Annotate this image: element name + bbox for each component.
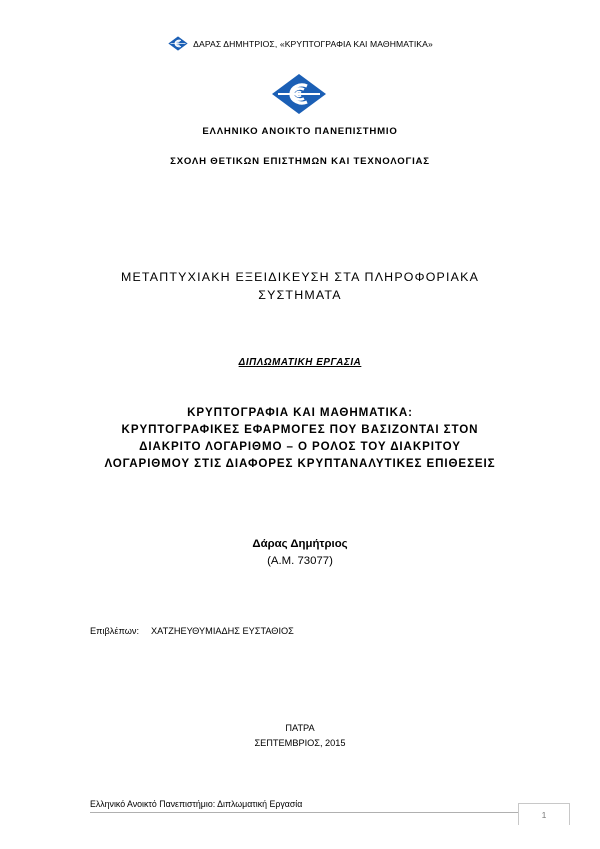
eap-logo-icon <box>271 73 327 115</box>
registration-number: (Α.Μ. 73077) <box>267 555 333 567</box>
supervisor-label: Επιβλέπων: <box>90 626 140 636</box>
thesis-title <box>0 404 600 472</box>
page-number-box <box>518 803 570 825</box>
program-line: ΣΥΣΤΗΜΑΤΑ <box>258 288 342 302</box>
program-line: ΜΕΤΑΠΤΥΧΙΑΚΗ ΕΞΕΙΔΙΚΕΥΣΗ ΣΤΑ ΠΛΗΡΟΦΟΡΙΑΚΑ <box>120 270 480 284</box>
page-number: 1 <box>541 809 547 820</box>
thesis-title-line: ΛΟΓΑΡΙΘΜΟΥ ΣΤΙΣ ΔΙΑΦΟΡΕΣ ΚΡΥΠΤΑΝΑΛΥΤΙΚΕΣ ΕΠΙΘΕΣΕΙΣ <box>104 457 496 470</box>
footer-divider <box>90 812 518 813</box>
thesis-type: ΔΙΠΛΩΜΑΤΙΚΗ ΕΡΓΑΣΙΑ <box>238 357 362 368</box>
thesis-title-line: ΚΡΥΠΤΟΓΡΑΦΙΚΕΣ ΕΦΑΡΜΟΓΕΣ ΠΟΥ ΒΑΣΙΖΟΝΤΑΙ ΣΤΟΝ <box>121 423 479 436</box>
running-title: ΔΑΡΑΣ ΔΗΜΗΤΡΙΟΣ, «ΚΡΥΠΤΟΓΡΑΦΙΑ ΚΑΙ ΜΑΘΗΜΑΤΙΚΑ» <box>193 38 433 49</box>
running-header <box>0 36 600 51</box>
supervisor <box>90 626 294 636</box>
supervisor-name: ΧΑΤΖΗΕΥΘΥΜΙΑΔΗΣ ΕΥΣΤΑΘΙΟΣ <box>151 626 294 636</box>
footer-text: Ελληνικό Ανοικτό Πανεπιστήμιο: Διπλωματική Εργασία <box>90 799 303 809</box>
university-name: ΕΛΛΗΝΙΚΟ ΑΝΟΙΚΤΟ ΠΑΝΕΠΙΣΤΗΜΙΟ <box>202 126 398 137</box>
school-name: ΣΧΟΛΗ ΘΕΤΙΚΩΝ ΕΠΙΣΤΗΜΩΝ ΚΑΙ ΤΕΧΝΟΛΟΓΙΑΣ <box>170 156 430 167</box>
date: ΣΕΠΤΕΜΒΡΙΟΣ, 2015 <box>254 738 346 748</box>
thesis-title-line: ΚΡΥΠΤΟΓΡΑΦΙΑ ΚΑΙ ΜΑΘΗΜΑΤΙΚΑ: <box>187 406 413 419</box>
thesis-title-line: ΔΙΑΚΡΙΤΟ ΛΟΓΑΡΙΘΜΟ – Ο ΡΟΛΟΣ ΤΟΥ ΔΙΑΚΡΙΤΟΥ <box>139 440 461 453</box>
program-name <box>0 268 600 304</box>
eap-logo-icon <box>167 36 189 51</box>
city: ΠΑΤΡΑ <box>285 723 315 733</box>
author-name: Δάρας Δημήτριος <box>252 538 348 550</box>
